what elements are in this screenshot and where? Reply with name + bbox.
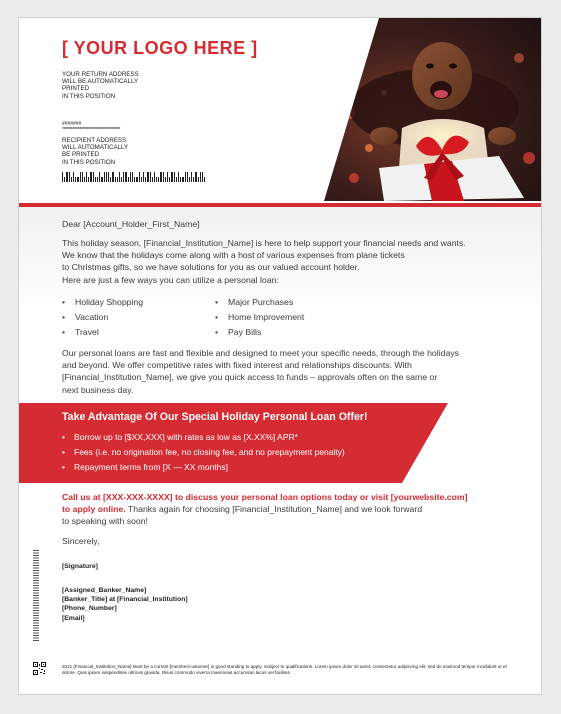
barcode-bar [136, 177, 137, 182]
barcode-bar [191, 172, 192, 182]
logo-placeholder: [ YOUR LOGO HERE ] [62, 38, 258, 58]
mail-hashes: ####### [62, 121, 82, 127]
barcode-bar [130, 172, 131, 182]
qr-code-icon [33, 662, 46, 675]
barcode-bar [95, 177, 96, 182]
loan-uses-list-right [215, 295, 304, 339]
greeting: Dear [Account_Holder_First_Name] [62, 219, 200, 229]
letter-page [19, 18, 541, 694]
holiday-gift-photo [324, 18, 541, 201]
barcode-bar [97, 177, 98, 182]
barcode-bar [84, 177, 85, 182]
loan-details-paragraph [62, 347, 517, 396]
cta-text: to speaking with soon! [62, 516, 148, 527]
intro-line: Here are just a few ways you can utilize a personal loan: [62, 274, 279, 285]
barcode-bar [154, 172, 155, 182]
list-item: • Vacation [62, 310, 143, 325]
cta-text: Thanks again for choosing [Financial_Institution_Name] and we look forward [125, 504, 423, 515]
barcode-bar [200, 172, 201, 182]
barcode-bar [123, 172, 124, 182]
barcode-bar [88, 177, 89, 182]
barcode-bar [158, 177, 159, 182]
list-item: • Fees (i.e. no origination fee, no closing fee, and no prepayment penalty) [62, 445, 345, 460]
barcode-bar [115, 177, 116, 182]
barcode-bar [93, 172, 94, 182]
barcode-bar [121, 177, 122, 182]
list-item: • Holiday Shopping [62, 295, 143, 310]
barcode-bar [62, 172, 63, 182]
cta-highlight: Call us at [XXX-XXX-XXXX] to discuss your personal loan options today or visit [yourwebsite.com] [62, 492, 468, 502]
barcode-bar [132, 172, 133, 182]
closing-salutation: Sincerely, [62, 536, 100, 546]
barcode-bar [180, 177, 181, 182]
barcode-bar [204, 177, 205, 182]
barcode-bar [125, 172, 126, 182]
offer-title: Take Advantage Of Our Special Holiday Personal Loan Offer! [62, 411, 368, 423]
barcode-bar [152, 177, 153, 182]
barcode-bar [165, 177, 166, 182]
fine-print-disclaimer: 2021 [Financial_Institution_Name] Must be a current [member/customer] in good standing to apply. Subject to qualifications. Lorem ipsum dolor sit amet, consectetur adipiscing elit, sed do eiusmod tempor incididunt ut et dolore. Quis ipsum suspendisse ultrices gravida. Risus commodo viverra maecenas accumsan lacus vel facilisis. [62, 664, 507, 675]
barcode-bar [71, 177, 72, 182]
details-line: [Financial_Institution_Name], we give you quick access to funds – approvals often on the same or [62, 372, 438, 383]
barcode-bar [104, 172, 105, 182]
barcode-bar [73, 172, 74, 182]
barcode-bar [75, 177, 76, 182]
signature-placeholder: [Signature] [62, 563, 98, 570]
barcode-bar [77, 177, 78, 182]
barcode-bar [117, 177, 118, 182]
barcode-bar [119, 172, 120, 182]
barcode-bar [143, 172, 144, 182]
list-item: • Pay Bills [215, 325, 304, 340]
barcode-bar [101, 177, 102, 182]
details-line: Our personal loans are fast and flexible and designed to meet your specific needs, through the holidays [62, 348, 459, 358]
barcode-bar [90, 172, 91, 182]
contact-line: [Email] [62, 614, 85, 622]
barcode-bar [167, 172, 168, 182]
barcode-bar [112, 172, 113, 182]
barcode-bar [134, 177, 135, 182]
barcode-bar [182, 177, 183, 182]
barcode-bar [69, 172, 70, 182]
banker-contact [62, 586, 188, 623]
barcode-bar [163, 172, 164, 182]
contact-line: [Banker_Title] at [Financial_Institution] [62, 596, 188, 604]
barcode-bar [178, 172, 179, 182]
loan-uses-list-left [62, 295, 143, 339]
barcode-bar [174, 172, 175, 182]
barcode-bar [66, 172, 67, 182]
barcode-bar [189, 177, 190, 182]
barcode-bar [82, 172, 83, 182]
barcode-bar [147, 172, 148, 182]
contact-line: [Phone_Number] [62, 605, 117, 613]
barcode-bar [195, 172, 196, 182]
intro-line: This holiday season, [Financial_Institution_Name] is here to help support your financial needs and wants. [62, 238, 466, 248]
list-item: • Travel [62, 325, 143, 340]
cta-highlight: to apply online. [62, 504, 126, 515]
barcode-bar [128, 177, 129, 182]
barcode-bar [187, 172, 188, 182]
barcode-bar [64, 177, 65, 182]
barcode-bar [99, 172, 100, 182]
offer-terms-list [62, 430, 345, 475]
barcode-bar [156, 177, 157, 182]
intro-paragraph [62, 237, 512, 286]
barcode-bar [160, 172, 161, 182]
barcode-bar [198, 177, 199, 182]
list-item: • Major Purchases [215, 295, 304, 310]
list-item: • Borrow up to [$XX,XXX] with rates as low as [X.XX%] APR* [62, 430, 345, 445]
details-line: and beyond. We offer competitive rates with fixed interest and relationships discounts. With [62, 360, 412, 371]
barcode-bar [108, 172, 109, 182]
postal-barcode [62, 172, 205, 182]
barcode-bar [169, 177, 170, 182]
offer-banner [19, 403, 541, 483]
barcode-bar [139, 172, 140, 182]
barcode-bar [150, 172, 151, 182]
intro-line: to Christmas gifts, so we have solutions for you as our valued account holder. [62, 262, 360, 273]
return-address: YOUR RETURN ADDRESS WILL BE AUTOMATICALLY PRINTED IN THIS POSITION [62, 71, 139, 100]
barcode-bar [106, 172, 107, 182]
details-line: next business day. [62, 384, 134, 395]
barcode-bar [145, 177, 146, 182]
barcode-bar [185, 172, 186, 182]
call-to-action [62, 491, 502, 528]
barcode-bar [86, 172, 87, 182]
contact-line: [Assigned_Banker_Name] [62, 587, 147, 594]
list-item: • Home Improvement [215, 310, 304, 325]
barcode-bar [110, 177, 111, 182]
mail-stars: **************************************** [62, 127, 120, 133]
list-item: • Repayment terms from [X — XX months] [62, 460, 345, 475]
side-tracking-code [33, 550, 39, 642]
intro-line: We know that the holidays come along with a host of various expenses from plane tickets [62, 250, 405, 261]
recipient-address: RECIPIENT ADDRESS WILL AUTOMATICALLY BE PRINTED IN THIS POSITION [62, 137, 129, 166]
barcode-bar [176, 177, 177, 182]
barcode-bar [193, 177, 194, 182]
barcode-bar [141, 177, 142, 182]
barcode-bar [202, 172, 203, 182]
barcode-bar [171, 172, 172, 182]
barcode-bar [80, 172, 81, 182]
